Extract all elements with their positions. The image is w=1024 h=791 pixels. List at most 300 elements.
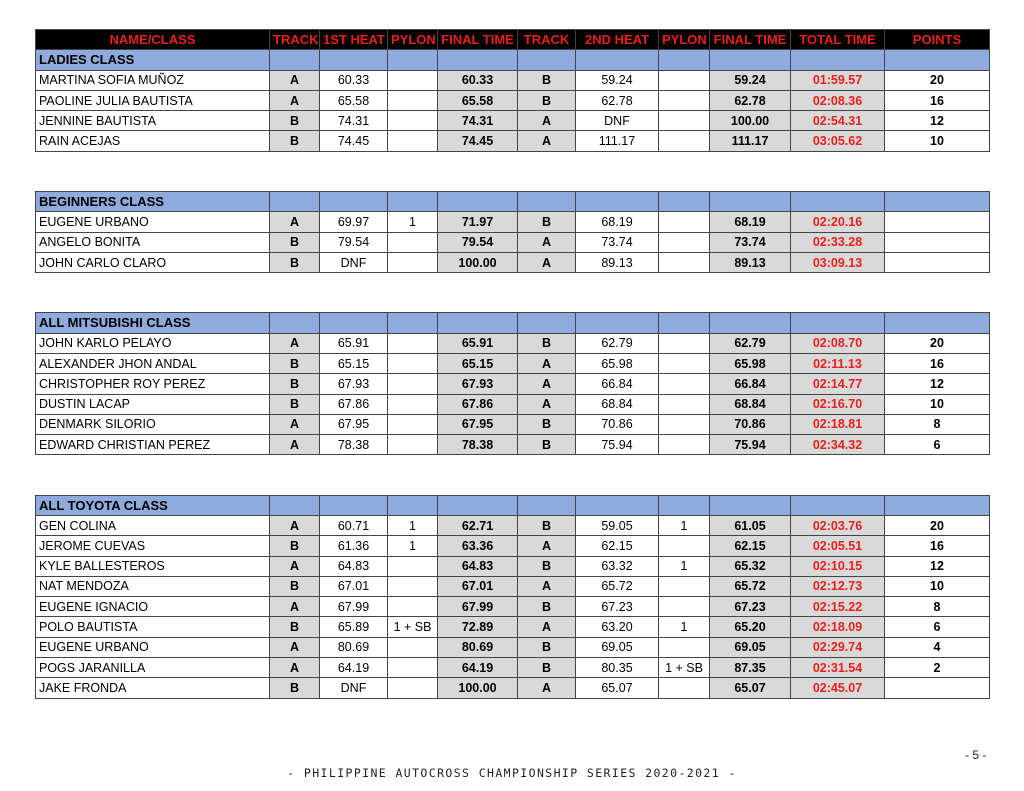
heat-1-time: 67.99 <box>320 597 388 617</box>
track-1: B <box>270 617 320 637</box>
class-name: LADIES CLASS <box>36 50 270 70</box>
spacer-cell <box>270 273 320 293</box>
pylon-1: 1 + SB <box>388 617 438 637</box>
spacer-cell <box>710 171 791 191</box>
spacer-cell <box>36 475 270 495</box>
heat-2-time: 62.15 <box>576 536 659 556</box>
spacer-cell <box>710 475 791 495</box>
spacer-cell <box>659 455 710 475</box>
class-header-cell <box>438 191 518 211</box>
page-footer: - PHILIPPINE AUTOCROSS CHAMPIONSHIP SERIES 2020-2021 - <box>287 766 737 780</box>
table-row <box>36 617 990 637</box>
pylon-2 <box>659 435 710 455</box>
class-header-cell <box>710 50 791 70</box>
pylon-2: 1 <box>659 617 710 637</box>
total-time: 02:16.70 <box>791 394 885 414</box>
heat-1-time: 74.45 <box>320 131 388 151</box>
final-time-2: 87.35 <box>710 657 791 677</box>
points: 10 <box>885 131 990 151</box>
table-row <box>36 90 990 110</box>
track-2: B <box>518 637 576 657</box>
heat-1-time: 67.86 <box>320 394 388 414</box>
total-time: 02:14.77 <box>791 374 885 394</box>
spacer-cell <box>438 273 518 293</box>
table-row <box>36 637 990 657</box>
pylon-2 <box>659 374 710 394</box>
total-time: 02:54.31 <box>791 111 885 131</box>
driver-name: POLO BAUTISTA <box>36 617 270 637</box>
spacer-cell <box>36 151 270 171</box>
class-header-cell <box>388 495 438 515</box>
spacer-cell <box>791 151 885 171</box>
table-row <box>36 576 990 596</box>
track-1: B <box>270 576 320 596</box>
final-time-2: 100.00 <box>710 111 791 131</box>
final-time-2: 62.79 <box>710 333 791 353</box>
total-time: 02:08.36 <box>791 90 885 110</box>
class-header-cell <box>791 50 885 70</box>
heat-2-time: 75.94 <box>576 435 659 455</box>
spacer-row <box>36 475 990 495</box>
points: 20 <box>885 70 990 90</box>
pylon-2 <box>659 90 710 110</box>
spacer-cell <box>659 273 710 293</box>
final-time-2: 111.17 <box>710 131 791 151</box>
pylon-1: 1 <box>388 536 438 556</box>
heat-2-time: 59.24 <box>576 70 659 90</box>
heat-2-time: 59.05 <box>576 515 659 535</box>
final-time-2: 65.32 <box>710 556 791 576</box>
spacer-cell <box>438 475 518 495</box>
track-2: A <box>518 536 576 556</box>
final-time-1: 64.83 <box>438 556 518 576</box>
heat-2-time: 80.35 <box>576 657 659 677</box>
track-1: B <box>270 678 320 698</box>
heat-1-time: 60.71 <box>320 515 388 535</box>
final-time-1: 64.19 <box>438 657 518 677</box>
heat-2-time: 73.74 <box>576 232 659 252</box>
final-time-1: 74.45 <box>438 131 518 151</box>
pylon-1: 1 <box>388 515 438 535</box>
points: 20 <box>885 333 990 353</box>
spacer-cell <box>710 293 791 313</box>
class-header-cell <box>791 191 885 211</box>
pylon-2 <box>659 536 710 556</box>
spacer-cell <box>885 273 990 293</box>
track-2: A <box>518 232 576 252</box>
spacer-row <box>36 293 990 313</box>
class-header-row <box>36 495 990 515</box>
heat-1-time: 69.97 <box>320 212 388 232</box>
table-row <box>36 70 990 90</box>
spacer-cell <box>270 293 320 313</box>
points <box>885 212 990 232</box>
spacer-cell <box>388 273 438 293</box>
table-row <box>36 353 990 373</box>
heat-2-time: 66.84 <box>576 374 659 394</box>
driver-name: NAT MENDOZA <box>36 576 270 596</box>
points: 16 <box>885 536 990 556</box>
class-header-cell <box>270 495 320 515</box>
track-2: A <box>518 131 576 151</box>
spacer-row <box>36 151 990 171</box>
final-time-2: 70.86 <box>710 414 791 434</box>
heat-1-time: 67.95 <box>320 414 388 434</box>
heat-2-time: 62.79 <box>576 333 659 353</box>
spacer-cell <box>36 171 270 191</box>
class-header-cell <box>710 191 791 211</box>
pylon-2 <box>659 597 710 617</box>
points <box>885 232 990 252</box>
table-row <box>36 131 990 151</box>
track-1: B <box>270 111 320 131</box>
spacer-cell <box>36 293 270 313</box>
class-header-cell <box>518 495 576 515</box>
track-2: A <box>518 394 576 414</box>
final-time-1: 71.97 <box>438 212 518 232</box>
total-time: 02:31.54 <box>791 657 885 677</box>
class-header-cell <box>885 313 990 333</box>
track-1: A <box>270 70 320 90</box>
spacer-cell <box>388 475 438 495</box>
class-header-row <box>36 50 990 70</box>
col-total-time: TOTAL TIME <box>791 30 885 50</box>
final-time-2: 68.84 <box>710 394 791 414</box>
table-row <box>36 374 990 394</box>
table-row <box>36 435 990 455</box>
track-1: B <box>270 374 320 394</box>
page-number: - 5 - <box>965 748 987 762</box>
track-1: A <box>270 90 320 110</box>
col-track-1: TRACK <box>270 30 320 50</box>
spacer-cell <box>320 475 388 495</box>
points: 6 <box>885 617 990 637</box>
spacer-cell <box>659 475 710 495</box>
heat-1-time: 64.19 <box>320 657 388 677</box>
heat-1-time: 65.89 <box>320 617 388 637</box>
col-track-2: TRACK <box>518 30 576 50</box>
total-time: 02:03.76 <box>791 515 885 535</box>
track-1: B <box>270 131 320 151</box>
pylon-1 <box>388 678 438 698</box>
driver-name: JEROME CUEVAS <box>36 536 270 556</box>
pylon-1 <box>388 576 438 596</box>
pylon-1 <box>388 70 438 90</box>
pylon-1 <box>388 637 438 657</box>
track-2: A <box>518 617 576 637</box>
spacer-cell <box>885 171 990 191</box>
results-sheet <box>35 29 990 699</box>
points <box>885 678 990 698</box>
final-time-2: 65.07 <box>710 678 791 698</box>
driver-name: JOHN CARLO CLARO <box>36 252 270 272</box>
final-time-1: 74.31 <box>438 111 518 131</box>
total-time: 02:34.32 <box>791 435 885 455</box>
track-1: A <box>270 597 320 617</box>
results-table <box>35 29 990 699</box>
track-2: B <box>518 333 576 353</box>
spacer-cell <box>659 293 710 313</box>
heat-2-time: 63.32 <box>576 556 659 576</box>
class-header-cell <box>388 50 438 70</box>
track-1: B <box>270 394 320 414</box>
final-time-2: 65.98 <box>710 353 791 373</box>
heat-2-time: 69.05 <box>576 637 659 657</box>
final-time-1: 65.15 <box>438 353 518 373</box>
driver-name: KYLE BALLESTEROS <box>36 556 270 576</box>
col-2nd-heat: 2ND HEAT <box>576 30 659 50</box>
pylon-2 <box>659 637 710 657</box>
class-header-cell <box>438 50 518 70</box>
spacer-cell <box>576 151 659 171</box>
spacer-cell <box>36 273 270 293</box>
heat-2-time: 68.84 <box>576 394 659 414</box>
track-1: B <box>270 353 320 373</box>
spacer-cell <box>270 171 320 191</box>
class-name: ALL TOYOTA CLASS <box>36 495 270 515</box>
heat-1-time: DNF <box>320 252 388 272</box>
pylon-1 <box>388 414 438 434</box>
pylon-2: 1 + SB <box>659 657 710 677</box>
points: 4 <box>885 637 990 657</box>
table-row <box>36 111 990 131</box>
driver-name: DUSTIN LACAP <box>36 394 270 414</box>
spacer-cell <box>576 455 659 475</box>
spacer-cell <box>659 151 710 171</box>
class-header-cell <box>576 495 659 515</box>
driver-name: CHRISTOPHER ROY PEREZ <box>36 374 270 394</box>
heat-2-time: 65.07 <box>576 678 659 698</box>
total-time: 03:09.13 <box>791 252 885 272</box>
points: 12 <box>885 111 990 131</box>
final-time-1: 100.00 <box>438 252 518 272</box>
driver-name: EUGENE URBANO <box>36 637 270 657</box>
final-time-2: 62.78 <box>710 90 791 110</box>
heat-2-time: 89.13 <box>576 252 659 272</box>
pylon-2 <box>659 252 710 272</box>
pylon-2 <box>659 131 710 151</box>
track-1: A <box>270 515 320 535</box>
final-time-1: 80.69 <box>438 637 518 657</box>
class-header-cell <box>320 313 388 333</box>
spacer-cell <box>791 455 885 475</box>
pylon-1 <box>388 353 438 373</box>
spacer-cell <box>710 151 791 171</box>
heat-1-time: 61.36 <box>320 536 388 556</box>
spacer-cell <box>320 455 388 475</box>
table-row <box>36 536 990 556</box>
class-header-cell <box>320 495 388 515</box>
pylon-1 <box>388 597 438 617</box>
total-time: 02:18.09 <box>791 617 885 637</box>
final-time-1: 67.99 <box>438 597 518 617</box>
pylon-1 <box>388 374 438 394</box>
driver-name: EUGENE URBANO <box>36 212 270 232</box>
spacer-cell <box>576 171 659 191</box>
pylon-2 <box>659 232 710 252</box>
spacer-cell <box>388 151 438 171</box>
final-time-1: 78.38 <box>438 435 518 455</box>
heat-1-time: 79.54 <box>320 232 388 252</box>
spacer-cell <box>388 455 438 475</box>
final-time-1: 72.89 <box>438 617 518 637</box>
final-time-1: 100.00 <box>438 678 518 698</box>
track-2: B <box>518 414 576 434</box>
final-time-2: 59.24 <box>710 70 791 90</box>
pylon-1 <box>388 252 438 272</box>
track-2: B <box>518 90 576 110</box>
points: 12 <box>885 556 990 576</box>
heat-1-time: 65.91 <box>320 333 388 353</box>
pylon-2 <box>659 414 710 434</box>
final-time-2: 69.05 <box>710 637 791 657</box>
spacer-cell <box>438 171 518 191</box>
track-2: A <box>518 374 576 394</box>
points: 10 <box>885 576 990 596</box>
points: 20 <box>885 515 990 535</box>
pylon-2 <box>659 353 710 373</box>
spacer-cell <box>791 293 885 313</box>
pylon-1 <box>388 90 438 110</box>
table-row <box>36 394 990 414</box>
track-2: A <box>518 353 576 373</box>
class-header-cell <box>518 313 576 333</box>
heat-1-time: 65.15 <box>320 353 388 373</box>
pylon-1 <box>388 394 438 414</box>
final-time-2: 67.23 <box>710 597 791 617</box>
pylon-1: 1 <box>388 212 438 232</box>
driver-name: EDWARD CHRISTIAN PEREZ <box>36 435 270 455</box>
track-1: B <box>270 252 320 272</box>
spacer-cell <box>791 171 885 191</box>
class-name: ALL MITSUBISHI CLASS <box>36 313 270 333</box>
col-points: POINTS <box>885 30 990 50</box>
total-time: 02:10.15 <box>791 556 885 576</box>
class-header-cell <box>659 313 710 333</box>
table-row <box>36 232 990 252</box>
driver-name: POGS JARANILLA <box>36 657 270 677</box>
class-header-cell <box>659 191 710 211</box>
class-header-cell <box>659 50 710 70</box>
final-time-1: 65.58 <box>438 90 518 110</box>
heat-1-time: 64.83 <box>320 556 388 576</box>
class-header-cell <box>659 495 710 515</box>
col-pylon-2: PYLON <box>659 30 710 50</box>
pylon-1 <box>388 111 438 131</box>
spacer-row <box>36 455 990 475</box>
spacer-cell <box>710 455 791 475</box>
final-time-2: 61.05 <box>710 515 791 535</box>
points: 16 <box>885 90 990 110</box>
heat-2-time: 67.23 <box>576 597 659 617</box>
total-time: 02:18.81 <box>791 414 885 434</box>
table-row <box>36 556 990 576</box>
spacer-cell <box>270 455 320 475</box>
points: 8 <box>885 414 990 434</box>
spacer-cell <box>885 151 990 171</box>
spacer-cell <box>438 455 518 475</box>
class-header-cell <box>518 191 576 211</box>
col-pylon-1: PYLON <box>388 30 438 50</box>
final-time-2: 75.94 <box>710 435 791 455</box>
pylon-1 <box>388 232 438 252</box>
driver-name: DENMARK SILORIO <box>36 414 270 434</box>
spacer-cell <box>518 455 576 475</box>
final-time-2: 89.13 <box>710 252 791 272</box>
class-header-cell <box>320 191 388 211</box>
spacer-cell <box>518 151 576 171</box>
total-time: 02:05.51 <box>791 536 885 556</box>
track-2: B <box>518 657 576 677</box>
heat-1-time: 67.01 <box>320 576 388 596</box>
spacer-cell <box>885 293 990 313</box>
points: 12 <box>885 374 990 394</box>
track-1: A <box>270 435 320 455</box>
spacer-row <box>36 273 990 293</box>
pylon-2 <box>659 678 710 698</box>
track-1: B <box>270 536 320 556</box>
track-1: A <box>270 657 320 677</box>
total-time: 02:15.22 <box>791 597 885 617</box>
class-header-cell <box>885 495 990 515</box>
heat-2-time: 65.72 <box>576 576 659 596</box>
class-header-cell <box>576 50 659 70</box>
final-time-2: 73.74 <box>710 232 791 252</box>
class-header-cell <box>576 313 659 333</box>
track-1: B <box>270 232 320 252</box>
pylon-1 <box>388 131 438 151</box>
track-2: A <box>518 252 576 272</box>
final-time-2: 65.20 <box>710 617 791 637</box>
final-time-2: 65.72 <box>710 576 791 596</box>
driver-name: ALEXANDER JHON ANDAL <box>36 353 270 373</box>
class-header-cell <box>270 50 320 70</box>
total-time: 02:29.74 <box>791 637 885 657</box>
spacer-cell <box>320 293 388 313</box>
spacer-cell <box>791 475 885 495</box>
header-row <box>36 30 990 50</box>
final-time-1: 79.54 <box>438 232 518 252</box>
track-2: A <box>518 576 576 596</box>
driver-name: JENNINE BAUTISTA <box>36 111 270 131</box>
table-row <box>36 657 990 677</box>
pylon-1 <box>388 556 438 576</box>
points <box>885 252 990 272</box>
spacer-cell <box>885 455 990 475</box>
spacer-cell <box>518 293 576 313</box>
points: 2 <box>885 657 990 677</box>
heat-2-time: 70.86 <box>576 414 659 434</box>
points: 16 <box>885 353 990 373</box>
pylon-1 <box>388 333 438 353</box>
spacer-cell <box>36 455 270 475</box>
class-header-cell <box>885 50 990 70</box>
pylon-2 <box>659 111 710 131</box>
pylon-2 <box>659 576 710 596</box>
heat-1-time: 80.69 <box>320 637 388 657</box>
pylon-2 <box>659 70 710 90</box>
heat-2-time: 63.20 <box>576 617 659 637</box>
class-header-cell <box>438 495 518 515</box>
final-time-1: 63.36 <box>438 536 518 556</box>
class-header-cell <box>270 191 320 211</box>
spacer-cell <box>320 171 388 191</box>
col-name-class: NAME/CLASS <box>36 30 270 50</box>
table-row <box>36 515 990 535</box>
total-time: 03:05.62 <box>791 131 885 151</box>
final-time-2: 66.84 <box>710 374 791 394</box>
table-row <box>36 414 990 434</box>
